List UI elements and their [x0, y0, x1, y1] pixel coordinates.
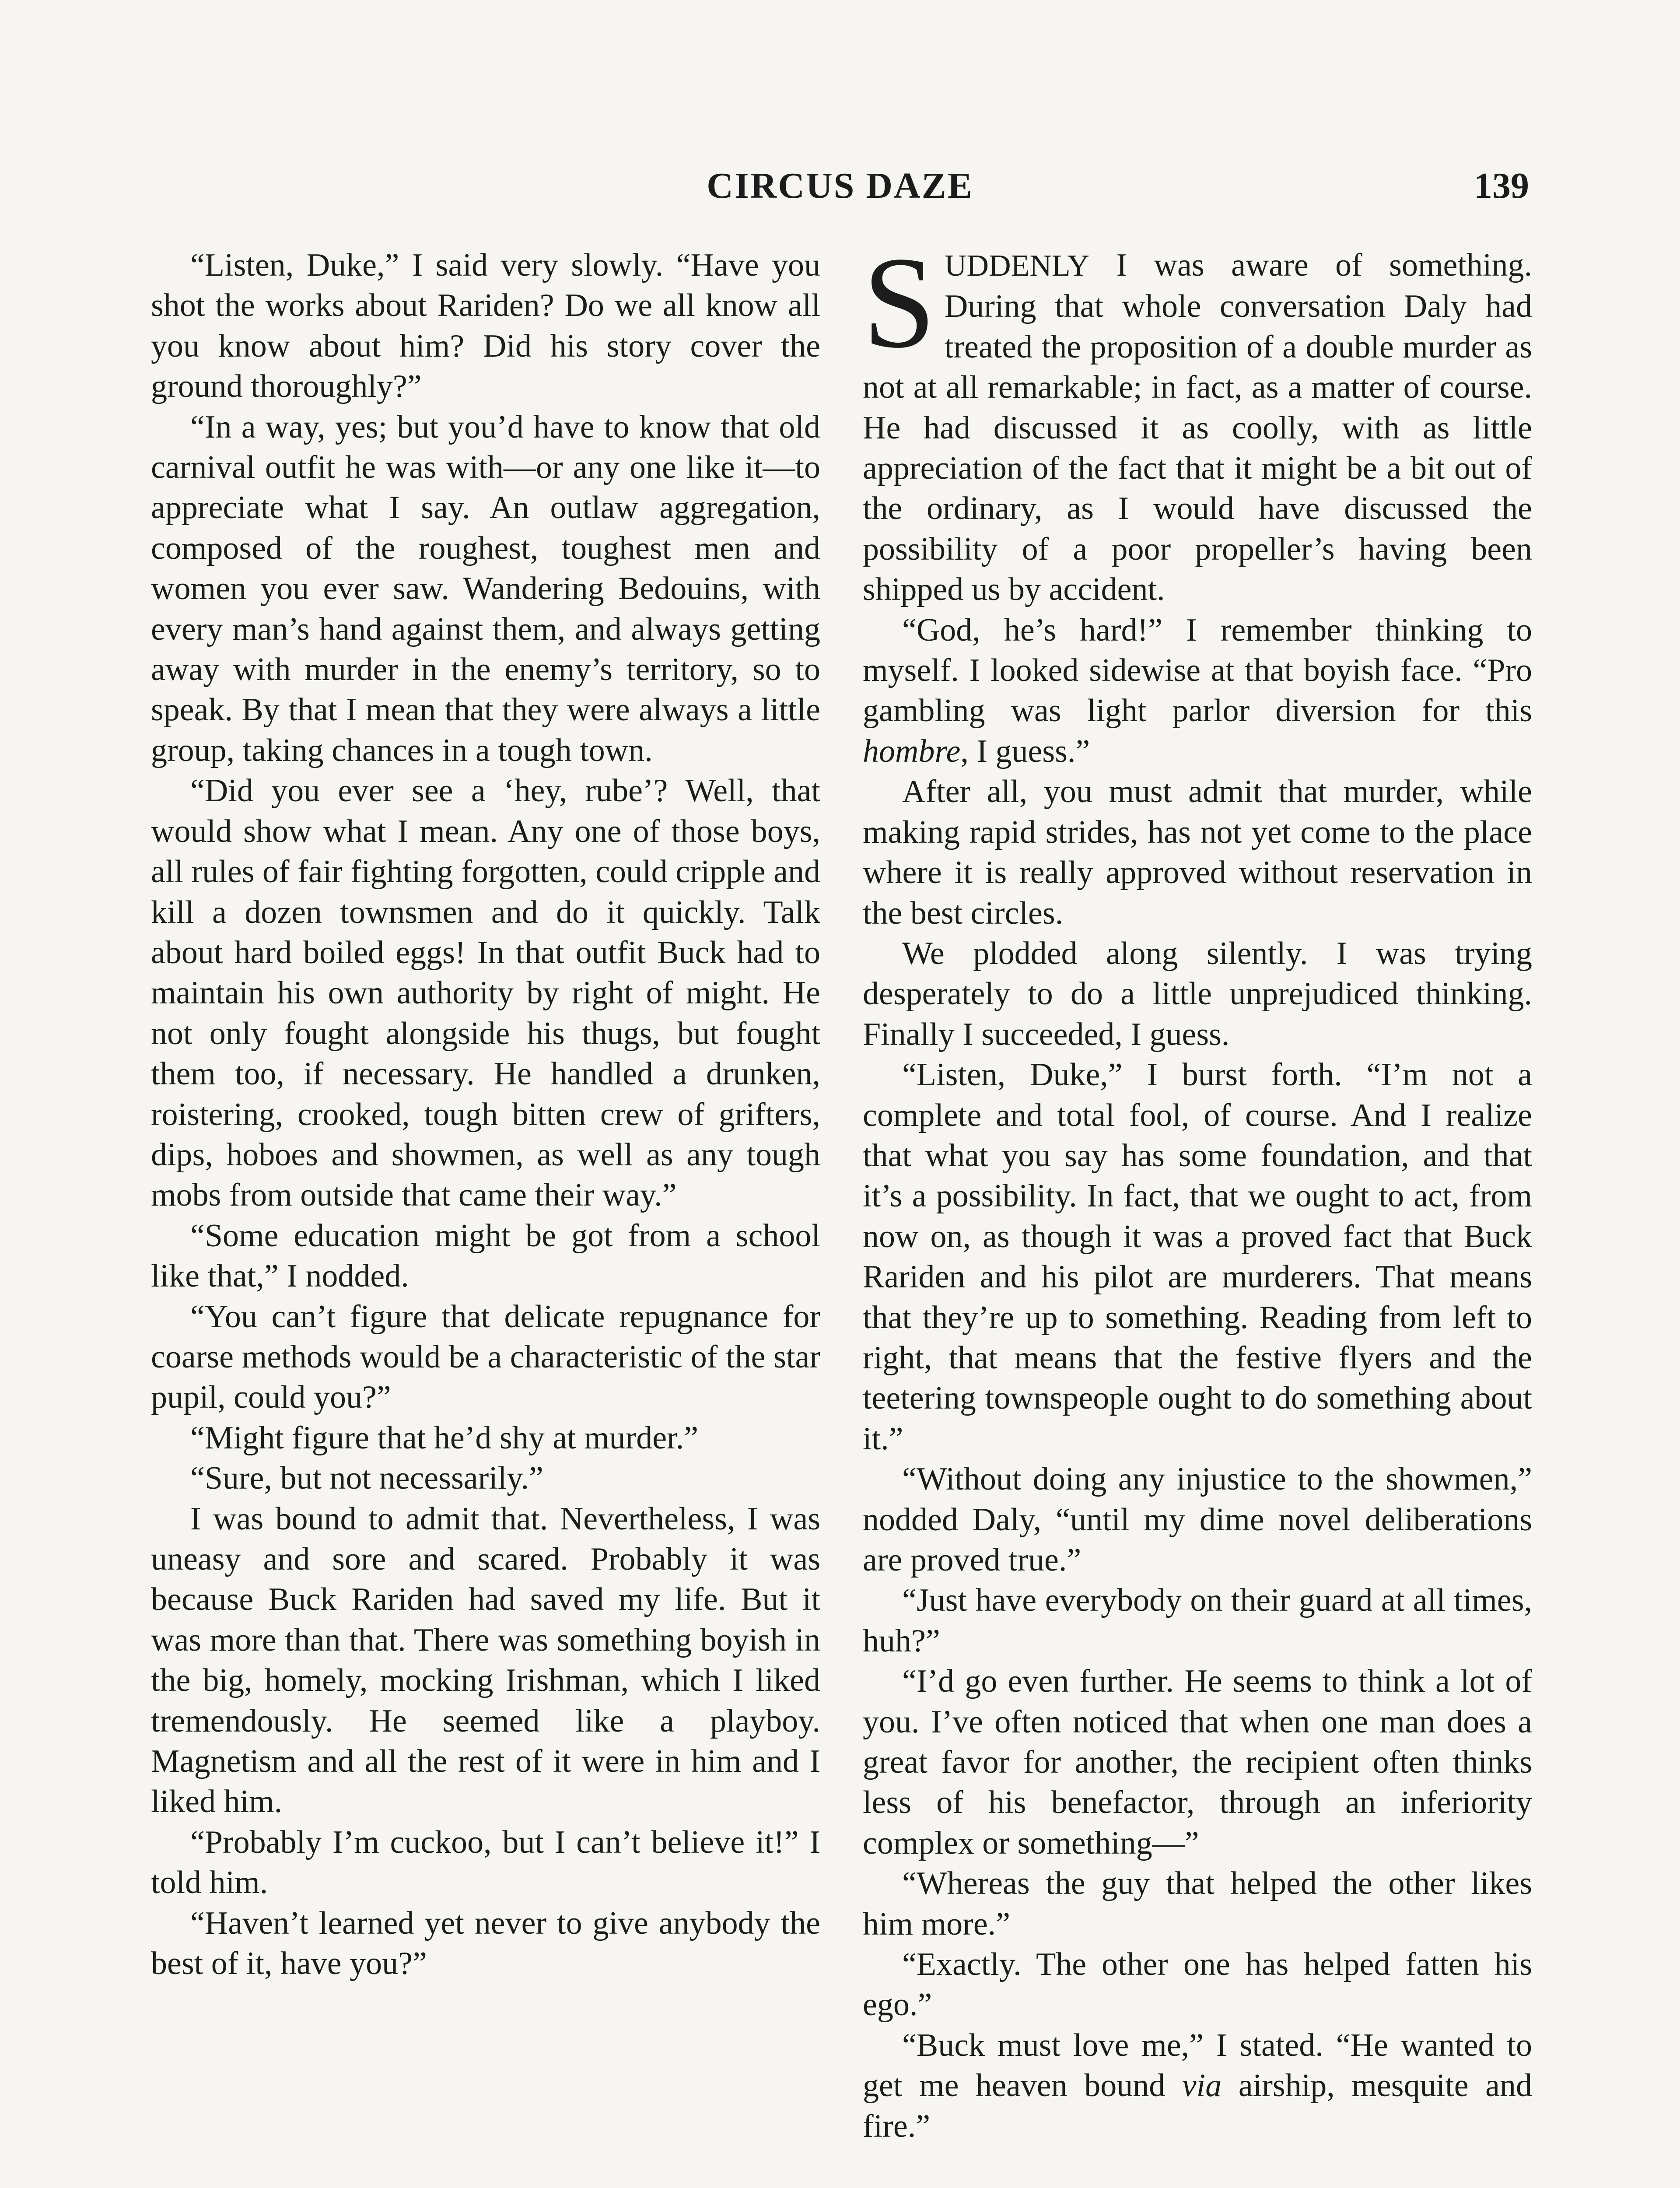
paragraph: “Sure, but not necessarily.” [190, 1460, 543, 1497]
paragraph: “Some education might be got from a school like that,” I nodded. [151, 1217, 820, 1294]
page-number: 139 [1474, 165, 1529, 206]
italic-word: hombre [863, 733, 961, 769]
paragraph: “Probably I’m cuckoo, but I can’t believe it!” I told him. [151, 1824, 820, 1901]
paragraph: “In a way, yes; but you’d have to know that old carnival outfit he was with—or any one like it—to appreciate what I say. An outlaw aggregation, composed of the roughest, toughest men and women you ever saw. Wandering Bedouins, with every man’s hand against them, and always getting away with murder in the enemy’s territory, so to speak. By that I mean that they were always a little group, taking chances in a tough town. [151, 409, 820, 768]
paragraph: “Listen, Duke,” I said very slowly. “Have you shot the works about Rariden? Do we all know all you know about him? Did his story cover the ground thoroughly?” [151, 247, 820, 405]
left-column [151, 245, 820, 1984]
drop-cap: S [863, 230, 936, 375]
paragraph: “Listen, Duke,” I burst forth. “I’m not a complete and total fool, of course. And I realize that what you say has some foundation, and that it’s a possibility. In fact, that we ought to act, from now on, as though it was a proved fact that Buck Rariden and his pilot are murderers. That means that they’re up to something. Reading from left to right, that means that the festive flyers and the teetering townspeople ought to do something about it.” [863, 1057, 1532, 1457]
opening-paragraph [863, 230, 1532, 610]
paragraph: “God, he’s hard!” I remember thinking to myself. I looked sidewise at that boyish face. “Pro gambling was light parlor diversion for this hombre, I guess.” [863, 612, 1532, 769]
right-column [863, 230, 1533, 2146]
paragraph: We plodded along silently. I was trying desperately to do a little unprejudiced thinking. Finally I succeeded, I guess. [863, 935, 1532, 1052]
paragraph: “Buck must love me,” I stated. “He wanted to get me heaven bound via airship, mesquite and fire.” [863, 2027, 1533, 2144]
paragraph: After all, you must admit that murder, while making rapid strides, has not yet come to the place where it is really approved without reservation in the best circles. [863, 774, 1532, 931]
page-header [0, 160, 1680, 212]
paragraph: “Haven’t learned yet never to give anybody the best of it, have you?” [151, 1905, 820, 1982]
paragraph: “Exactly. The other one has helped fatten his ego.” [863, 1946, 1532, 2023]
opening-text: I was aware of something. During that whole conversation Daly had treated the proposition of a double murder as not at all remarkable; in fact, as a matter of course. He had discussed it as coolly, with as little appreciation of the fact that it might be a bit out of the ordinary, as I would have discussed the possibility of a poor propeller’s having been shipped us by accident. [863, 247, 1532, 608]
paragraph: “Just have everybody on their guard at all times, huh?” [863, 1582, 1532, 1659]
paragraph: I was bound to admit that. Nevertheless, I was uneasy and sore and scared. Probably it was because Buck Rariden had saved my life. But it was more than that. There was something boyish in the big, homely, mocking Irishman, which I liked tremendously. He seemed like a playboy. Magnetism and all the rest of it were in him and I liked him. [151, 1501, 820, 1820]
paragraph: “You can’t figure that delicate repugnance for coarse methods would be a characteristic of the star pupil, could you?” [151, 1298, 820, 1416]
paragraph: “Did you ever see a ‘hey, rube’? Well, that would show what I mean. Any one of those boys, all rules of fair fighting forgotten, could cripple and kill a dozen townsmen and do it quickly. Talk about hard boiled eggs! In that outfit Buck had to maintain his own authority by right of might. He not only fought alongside his thugs, but fought them too, if necessary. He handled a drunken, roistering, crooked, tough bitten crew of grifters, dips, hoboes and showmen, as well as any tough mobs from outside that came their way.” [151, 773, 820, 1213]
paragraph: “Without doing any injustice to the showmen,” nodded Daly, “until my dime novel deliberations are proved true.” [863, 1461, 1532, 1578]
running-title: CIRCUS DAZE [707, 165, 973, 206]
paragraph: “I’d go even further. He seems to think a lot of you. I’ve often noticed that when one man does a great favor for another, the recipient often thinks less of his benefactor, through an inferiority complex or something—” [863, 1663, 1532, 1861]
paragraph: “Might figure that he’d shy at murder.” [190, 1420, 699, 1456]
opening-caps: UDDENLY [944, 249, 1090, 283]
italic-word: via [1182, 2068, 1222, 2104]
paragraph: “Whereas the guy that helped the other likes him more.” [863, 1865, 1532, 1942]
